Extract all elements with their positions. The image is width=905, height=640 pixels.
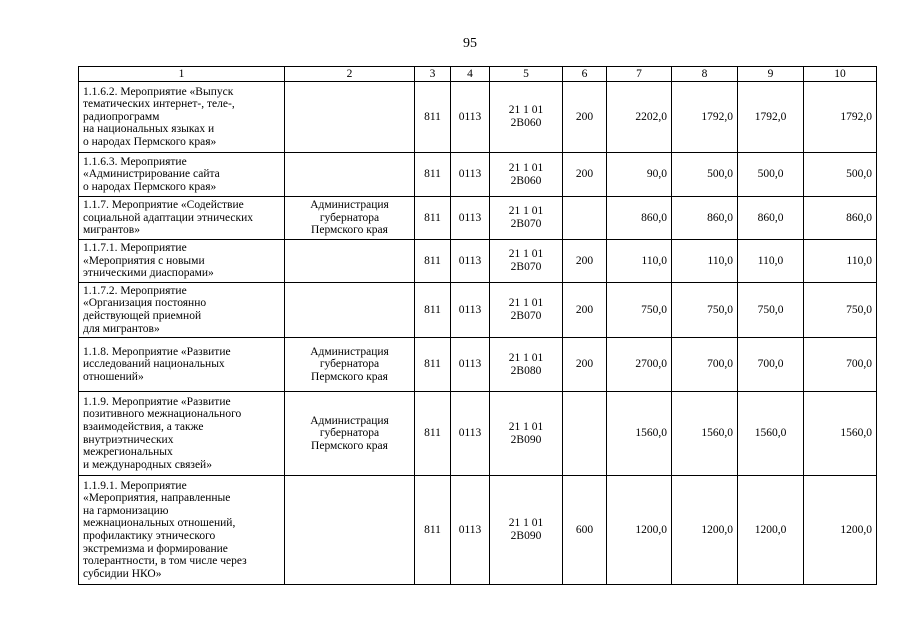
code-expense-type [563, 197, 607, 240]
amount-col-8: 700,0 [672, 338, 738, 392]
code-section: 0113 [451, 240, 490, 283]
amount-col-10: 1200,0 [804, 476, 877, 585]
executor: Администрация губернатора Пермского края [285, 197, 415, 240]
amount-col-7: 2202,0 [607, 82, 672, 153]
activity-name: 1.1.8. Мероприятие «Развитие исследований национальных отношений» [79, 338, 285, 392]
code-target: 21 1 01 2В080 [490, 338, 563, 392]
amount-col-10: 860,0 [804, 197, 877, 240]
code-section: 0113 [451, 338, 490, 392]
activity-name: 1.1.7. Мероприятие «Содействие социальной адаптации этнических мигрантов» [79, 197, 285, 240]
code-ministry: 811 [415, 197, 451, 240]
header-col-9: 9 [738, 67, 804, 82]
code-expense-type: 200 [563, 240, 607, 283]
code-target: 21 1 01 2В090 [490, 476, 563, 585]
amount-col-7: 90,0 [607, 153, 672, 197]
table-row [79, 392, 877, 476]
code-expense-type [563, 392, 607, 476]
code-expense-type: 200 [563, 82, 607, 153]
amount-col-7: 110,0 [607, 240, 672, 283]
code-target: 21 1 01 2В070 [490, 197, 563, 240]
amount-col-8: 1200,0 [672, 476, 738, 585]
code-section: 0113 [451, 153, 490, 197]
executor [285, 283, 415, 338]
code-section: 0113 [451, 283, 490, 338]
header-col-6: 6 [563, 67, 607, 82]
amount-col-8: 750,0 [672, 283, 738, 338]
code-expense-type: 200 [563, 283, 607, 338]
amount-col-10: 1792,0 [804, 82, 877, 153]
amount-col-10: 110,0 [804, 240, 877, 283]
amount-col-9: 1200,0 [738, 476, 804, 585]
code-target: 21 1 01 2В090 [490, 392, 563, 476]
activity-name: 1.1.7.1. Мероприятие «Мероприятия с новыми этническими диаспорами» [79, 240, 285, 283]
amount-col-9: 1792,0 [738, 82, 804, 153]
activity-name: 1.1.7.2. Мероприятие «Организация постоянно действующей приемной для мигрантов» [79, 283, 285, 338]
table-row [79, 82, 877, 153]
header-col-7: 7 [607, 67, 672, 82]
amount-col-7: 1200,0 [607, 476, 672, 585]
table-row [79, 197, 877, 240]
code-section: 0113 [451, 392, 490, 476]
header-col-3: 3 [415, 67, 451, 82]
amount-col-9: 700,0 [738, 338, 804, 392]
activity-name: 1.1.6.3. Мероприятие «Администрирование сайта о народах Пермского края» [79, 153, 285, 197]
header-col-1: 1 [79, 67, 285, 82]
activity-name: 1.1.6.2. Мероприятие «Выпуск тематических интернет-, теле-, радиопрограмм на национальных языках и о народах Пермского края» [79, 82, 285, 153]
executor [285, 82, 415, 153]
code-target: 21 1 01 2В070 [490, 240, 563, 283]
code-expense-type: 200 [563, 338, 607, 392]
amount-col-9: 750,0 [738, 283, 804, 338]
code-ministry: 811 [415, 283, 451, 338]
table-row [79, 476, 877, 585]
amount-col-9: 110,0 [738, 240, 804, 283]
budget-table [78, 66, 877, 585]
table-row [79, 338, 877, 392]
code-ministry: 811 [415, 153, 451, 197]
executor [285, 476, 415, 585]
activity-name: 1.1.9. Мероприятие «Развитие позитивного межнационального взаимодействия, а также внутриэтнических межрегиональных и международных связей» [79, 392, 285, 476]
header-col-5: 5 [490, 67, 563, 82]
amount-col-8: 110,0 [672, 240, 738, 283]
executor [285, 153, 415, 197]
code-section: 0113 [451, 82, 490, 153]
executor [285, 240, 415, 283]
code-section: 0113 [451, 476, 490, 585]
table-body [79, 82, 877, 585]
amount-col-7: 750,0 [607, 283, 672, 338]
amount-col-7: 2700,0 [607, 338, 672, 392]
code-ministry: 811 [415, 240, 451, 283]
amount-col-10: 750,0 [804, 283, 877, 338]
amount-col-7: 1560,0 [607, 392, 672, 476]
amount-col-8: 860,0 [672, 197, 738, 240]
amount-col-9: 860,0 [738, 197, 804, 240]
code-ministry: 811 [415, 338, 451, 392]
amount-col-10: 500,0 [804, 153, 877, 197]
code-expense-type: 200 [563, 153, 607, 197]
amount-col-9: 500,0 [738, 153, 804, 197]
executor: Администрация губернатора Пермского края [285, 338, 415, 392]
amount-col-7: 860,0 [607, 197, 672, 240]
table-header [79, 67, 877, 82]
code-section: 0113 [451, 197, 490, 240]
code-ministry: 811 [415, 82, 451, 153]
code-ministry: 811 [415, 476, 451, 585]
header-row [79, 67, 877, 82]
table-row [79, 240, 877, 283]
amount-col-8: 1792,0 [672, 82, 738, 153]
page-number: 95 [463, 36, 477, 51]
code-ministry: 811 [415, 392, 451, 476]
amount-col-8: 1560,0 [672, 392, 738, 476]
code-target: 21 1 01 2В070 [490, 283, 563, 338]
header-col-8: 8 [672, 67, 738, 82]
code-target: 21 1 01 2В060 [490, 82, 563, 153]
executor: Администрация губернатора Пермского края [285, 392, 415, 476]
amount-col-10: 700,0 [804, 338, 877, 392]
code-target: 21 1 01 2В060 [490, 153, 563, 197]
activity-name: 1.1.9.1. Мероприятие «Мероприятия, направленные на гармонизацию межнациональных отношений, профилактику этнического экстремизма и формирование толерантности, в том числе через субсидии НКО» [79, 476, 285, 585]
header-col-4: 4 [451, 67, 490, 82]
amount-col-10: 1560,0 [804, 392, 877, 476]
amount-col-8: 500,0 [672, 153, 738, 197]
amount-col-9: 1560,0 [738, 392, 804, 476]
header-col-10: 10 [804, 67, 877, 82]
code-expense-type: 600 [563, 476, 607, 585]
table-row [79, 283, 877, 338]
header-col-2: 2 [285, 67, 415, 82]
table-row [79, 153, 877, 197]
